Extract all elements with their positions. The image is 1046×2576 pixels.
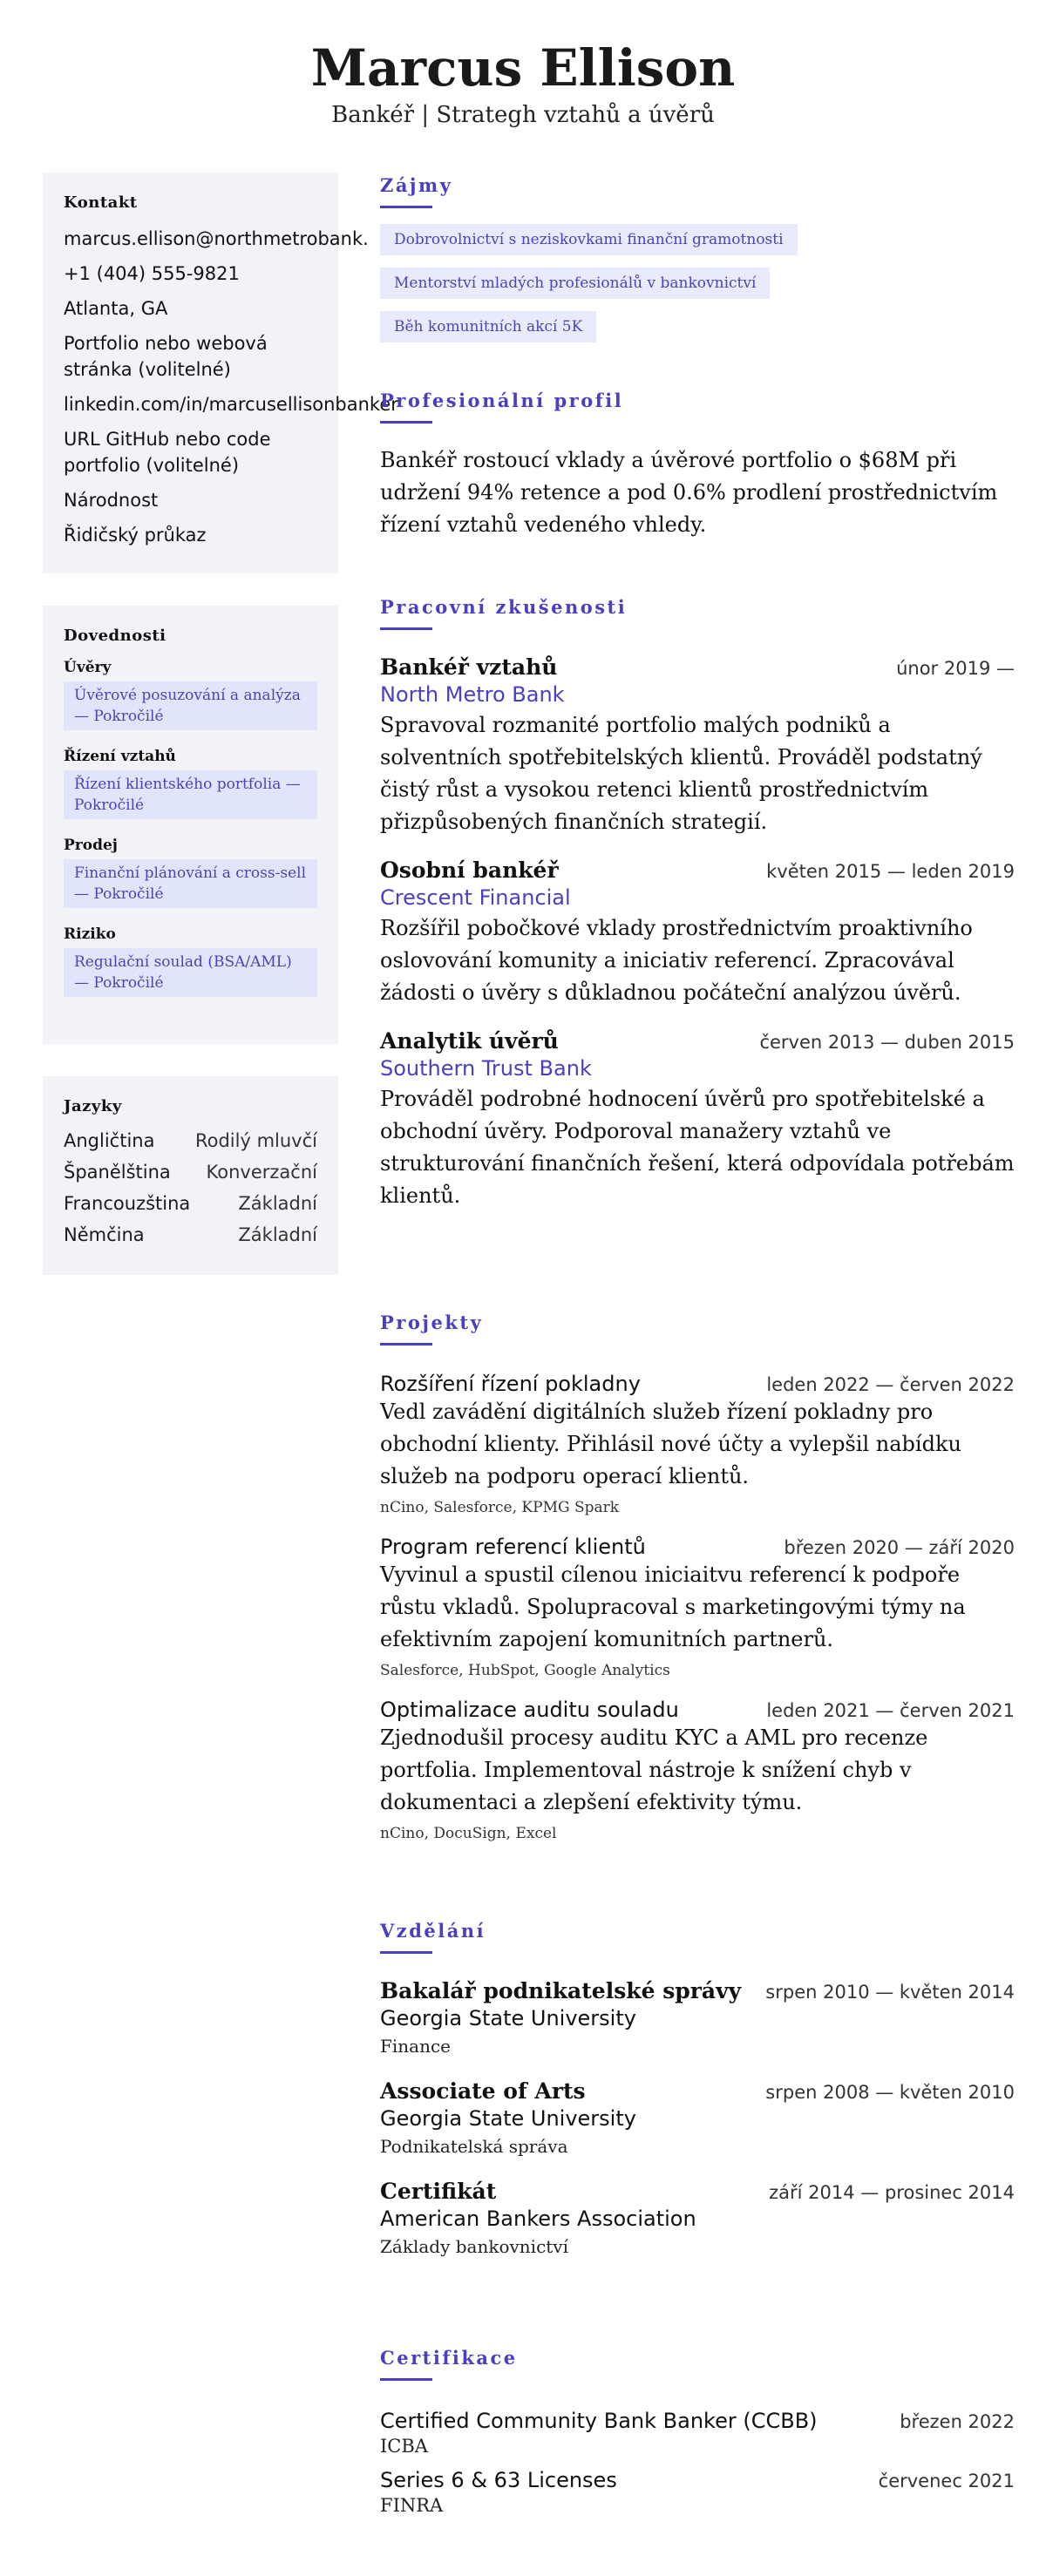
certifications-section	[380, 2347, 1015, 2518]
interests-list	[380, 224, 1015, 355]
contact-heading: Kontakt	[64, 193, 138, 212]
contact-nationality: Národnost	[64, 490, 159, 511]
project-entry	[380, 1698, 1015, 1845]
skill-tag: Finanční plánování a cross-sell — Pokročilé	[64, 859, 317, 908]
project-date: leden 2022 — červen 2022	[766, 1374, 1015, 1395]
profile-heading: Profesionální profil	[380, 390, 624, 411]
job-title: Analytik úvěrů	[380, 1028, 559, 1054]
education-heading: Vzdělání	[380, 1920, 486, 1942]
education-field: Finance	[380, 2036, 451, 2057]
language-row	[64, 1129, 317, 1153]
project-tech: nCino, Salesforce, KPMG Spark	[380, 1499, 620, 1516]
languages-panel	[43, 1076, 338, 1275]
contact-linkedin[interactable]: linkedin.com/in/marcusellisonbanker	[64, 394, 398, 415]
education-school: Georgia State University	[380, 2106, 636, 2131]
skill-tag: Regulační soulad (BSA/AML) — Pokročilé	[64, 948, 317, 997]
job-entry	[380, 1028, 1015, 1212]
project-entry	[380, 1372, 1015, 1519]
interest-tag: Běh komunitních akcí 5K	[380, 311, 596, 342]
certification-date: červenec 2021	[878, 2471, 1015, 2491]
section-rule	[380, 2378, 432, 2381]
skill-category: Riziko	[64, 925, 116, 943]
projects-section	[380, 1312, 1015, 1845]
experience-heading: Pracovní zkušenosti	[380, 596, 628, 618]
skill-category: Prodej	[64, 837, 118, 854]
language-level: Základní	[238, 1193, 317, 1214]
language-row	[64, 1224, 317, 1247]
certification-name: Certified Community Bank Banker (CCBB)	[380, 2409, 818, 2433]
language-name: Španělština	[64, 1162, 171, 1183]
education-degree: Associate of Arts	[380, 2078, 586, 2104]
project-description: Vyvinul a spustil cílenou iniciaitvu referencí k podpoře růstu vkladů. Spolupracoval s marketingovými týmy na efektivním zapojení komunitních partnerů.	[380, 1563, 966, 1651]
certification-org: FINRA	[380, 2495, 444, 2516]
contact-portfolio: Portfolio nebo webová stránka (volitelné)	[64, 333, 268, 380]
resume-header	[0, 35, 1046, 129]
projects-heading: Projekty	[380, 1312, 484, 1333]
job-description: Rozšířil pobočkové vklady prostřednictvím proaktivního oslovování komunity a iniciativ referencí. Zpracovával žádosti o úvěry s důkladnou počáteční analýzou úvěrů.	[380, 916, 973, 1005]
section-rule	[380, 1343, 432, 1346]
certification-name: Series 6 & 63 Licenses	[380, 2468, 617, 2492]
job-entry	[380, 654, 1015, 838]
contact-phone[interactable]: +1 (404) 555-9821	[64, 263, 240, 284]
education-date: srpen 2008 — květen 2010	[765, 2082, 1015, 2103]
education-field: Podnikatelská správa	[380, 2136, 568, 2157]
education-entry	[380, 2078, 1015, 2159]
job-description: Spravoval rozmanité portfolio malých podniků a solventních spotřebitelských klientů. Prováděl podstatný čistý růst a vysokou retenci klientů prostřednictvím přizpůsobených finančních strategií.	[380, 713, 982, 834]
job-description: Prováděl podrobné hodnocení úvěrů pro spotřebitelské a obchodní úvěry. Podporoval manažery vztahů ve strukturování finančních řešení, která odpovídala potřebám klientů.	[380, 1087, 1015, 1208]
education-date: září 2014 — prosinec 2014	[769, 2182, 1015, 2203]
section-rule	[380, 206, 432, 208]
education-school: Georgia State University	[380, 2006, 636, 2030]
project-date: březen 2020 — září 2020	[784, 1537, 1015, 1558]
interest-tag: Dobrovolnictví s neziskovkami finanční gramotnosti	[380, 224, 798, 255]
language-name: Němčina	[64, 1224, 145, 1245]
education-date: srpen 2010 — květen 2014	[765, 1982, 1015, 2003]
language-level: Rodilý mluvčí	[194, 1130, 317, 1151]
section-rule	[380, 1951, 432, 1954]
education-degree: Certifikát	[380, 2179, 497, 2204]
languages-heading: Jazyky	[64, 1097, 122, 1115]
education-field: Základy bankovnictví	[380, 2236, 568, 2257]
project-description: Zjednodušil procesy auditu KYC a AML pro recenze portfolia. Implementoval nástroje k snížení chyb v dokumentaci a zlepšení efektivity týmu.	[380, 1725, 928, 1814]
job-company: North Metro Bank	[380, 682, 565, 707]
project-name: Rozšíření řízení pokladny	[380, 1372, 641, 1396]
interests-heading: Zájmy	[380, 174, 453, 196]
language-level: Základní	[238, 1224, 317, 1245]
language-name: Francouzština	[64, 1193, 191, 1214]
education-school: American Bankers Association	[380, 2207, 696, 2231]
project-name: Program referencí klientů	[380, 1535, 646, 1559]
job-title: Bankéř vztahů	[380, 654, 558, 680]
interest-tag: Mentorství mladých profesionálů v bankovnictví	[380, 268, 770, 299]
contact-email[interactable]: marcus.ellison@northmetrobank.	[64, 228, 369, 249]
language-row	[64, 1161, 317, 1184]
contact-license: Řidičský průkaz	[64, 525, 207, 546]
contact-github: URL GitHub nebo code portfolio (volitelné)	[64, 429, 271, 476]
contact-panel	[43, 173, 398, 573]
experience-section	[380, 596, 1015, 1212]
contact-location: Atlanta, GA	[64, 298, 168, 319]
job-date: květen 2015 — leden 2019	[766, 861, 1015, 882]
project-entry	[380, 1535, 1015, 1682]
skill-category: Úvěry	[64, 659, 112, 676]
education-entry	[380, 1978, 1015, 2059]
education-section	[380, 1920, 1015, 2260]
job-date: červen 2013 — duben 2015	[759, 1032, 1015, 1053]
education-degree: Bakalář podnikatelské správy	[380, 1978, 742, 2003]
section-rule	[380, 627, 432, 630]
project-tech: nCino, DocuSign, Excel	[380, 1825, 557, 1842]
job-company: Southern Trust Bank	[380, 1056, 592, 1081]
project-description: Vedl zavádění digitálních služeb řízení pokladny pro obchodní klienty. Přihlásil nové účty a vylepšil nabídku služeb na podporu operací klientů.	[380, 1400, 961, 1488]
language-row	[64, 1192, 317, 1216]
language-name: Angličtina	[64, 1130, 155, 1151]
education-entry	[380, 2179, 1015, 2260]
section-rule	[380, 421, 432, 424]
project-name: Optimalizace auditu souladu	[380, 1698, 679, 1722]
certification-date: březen 2022	[900, 2411, 1015, 2432]
project-date: leden 2021 — červen 2021	[766, 1700, 1015, 1721]
certification-entry	[380, 2468, 1015, 2518]
certification-entry	[380, 2409, 1015, 2459]
job-title: Osobní bankéř	[380, 858, 559, 883]
skill-category: Řízení vztahů	[64, 748, 176, 765]
interests-section	[380, 174, 1015, 355]
skill-tag: Řízení klientského portfolia — Pokročilé	[64, 770, 317, 819]
language-level: Konverzační	[206, 1162, 317, 1183]
job-company: Crescent Financial	[380, 885, 571, 910]
certification-org: ICBA	[380, 2436, 428, 2457]
profile-summary: Bankéř rostoucí vklady a úvěrové portfolio o $68M při udržení 94% retence a pod 0.6% prodlení prostřednictvím řízení vztahů vedeného vhledy.	[380, 448, 998, 537]
person-name: Marcus Ellison	[310, 38, 736, 98]
skill-tag: Úvěrové posuzování a analýza — Pokročilé	[64, 681, 317, 730]
skills-panel	[43, 606, 338, 1044]
project-tech: Salesforce, HubSpot, Google Analytics	[380, 1662, 670, 1679]
job-entry	[380, 858, 1015, 1009]
skills-heading: Dovednosti	[64, 627, 166, 645]
person-title: Bankéř | Strategh vztahů a úvěrů	[331, 102, 715, 128]
profile-section	[380, 390, 1015, 541]
certifications-heading: Certifikace	[380, 2347, 518, 2369]
job-date: únor 2019 —	[896, 658, 1015, 679]
